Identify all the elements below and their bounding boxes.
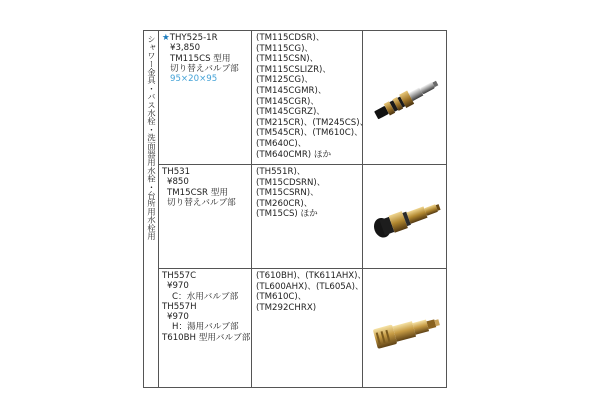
product-note: 切り替えバルブ部 bbox=[167, 197, 236, 208]
product-note: 切り替えバルブ部 bbox=[170, 63, 239, 74]
compatible-models bbox=[256, 167, 325, 220]
compatible-models bbox=[256, 33, 368, 160]
category-label: シャワー金具・バス水栓・洗面器用水栓・台所用水栓用 bbox=[147, 35, 157, 240]
star-icon: ★ bbox=[162, 33, 170, 43]
model-line: (TM640CMR) ほか bbox=[256, 149, 332, 160]
model-line: (TM145CGMR)、 bbox=[256, 85, 327, 96]
product-price: ¥970 bbox=[167, 312, 189, 323]
model-line: (TM640C)、 bbox=[256, 138, 307, 149]
product-note: TM15CSR 型用 bbox=[167, 187, 228, 198]
product-note: T610BH 型用バルブ部 bbox=[162, 332, 251, 343]
product-price: ¥850 bbox=[167, 177, 189, 188]
row-divider bbox=[158, 164, 446, 165]
product-info bbox=[162, 167, 236, 208]
model-line: (TM125CG)、 bbox=[256, 75, 314, 86]
column-divider bbox=[158, 31, 159, 387]
valve-cartridge-photo bbox=[368, 189, 444, 245]
product-note: C：水用バルブ部 bbox=[172, 291, 239, 302]
model-line: (T610BH)、(TK611AHX)、 bbox=[256, 271, 367, 281]
parts-table bbox=[143, 30, 447, 388]
product-code: TH557C bbox=[162, 271, 197, 281]
model-line: (TM115CSN)、 bbox=[256, 54, 319, 65]
product-info bbox=[162, 33, 239, 84]
model-line: (TM15CS) ほか bbox=[256, 209, 318, 220]
product-code: TH557H bbox=[162, 301, 197, 312]
model-line: (TM145CGRZ)、 bbox=[256, 107, 325, 118]
product-price: ¥3,850 bbox=[170, 43, 201, 54]
model-line: (TM115CSLIZR)、 bbox=[256, 64, 332, 75]
model-line: (TM145CGR)、 bbox=[256, 96, 319, 107]
model-line: (TM15CSRN)、 bbox=[256, 188, 319, 199]
model-line: (TM115CDSR)、 bbox=[256, 33, 325, 43]
model-line: (TM545CR)、(TM610C)、 bbox=[256, 128, 363, 139]
model-line: (TM115CG)、 bbox=[256, 43, 314, 54]
product-code: TH531 bbox=[162, 167, 191, 177]
model-line: (TM15CDSRN)、 bbox=[256, 177, 326, 188]
valve-cartridge-photo bbox=[368, 299, 444, 361]
column-divider bbox=[251, 31, 252, 387]
model-line: (TM610C)、 bbox=[256, 292, 307, 303]
model-line: (TL600AHX)、(TL605A)、 bbox=[256, 281, 364, 292]
product-size: 95×20×95 bbox=[170, 74, 218, 85]
model-line: (TM215CR)、(TM245CS)、 bbox=[256, 117, 369, 128]
row-divider bbox=[158, 268, 446, 269]
product-info bbox=[162, 271, 250, 343]
product-code-line bbox=[162, 33, 239, 43]
model-line: (TM292CHRX) bbox=[256, 302, 317, 313]
product-price: ¥970 bbox=[167, 281, 189, 292]
model-line: (TM260CR)、 bbox=[256, 198, 313, 209]
valve-cartridge-photo bbox=[368, 73, 444, 125]
compatible-models bbox=[256, 271, 366, 313]
product-note: H：湯用バルブ部 bbox=[172, 322, 239, 333]
product-note: TM115CS 型用 bbox=[170, 53, 231, 64]
model-line: (TH551R)、 bbox=[256, 167, 306, 177]
product-code: THY525-1R bbox=[169, 33, 218, 43]
